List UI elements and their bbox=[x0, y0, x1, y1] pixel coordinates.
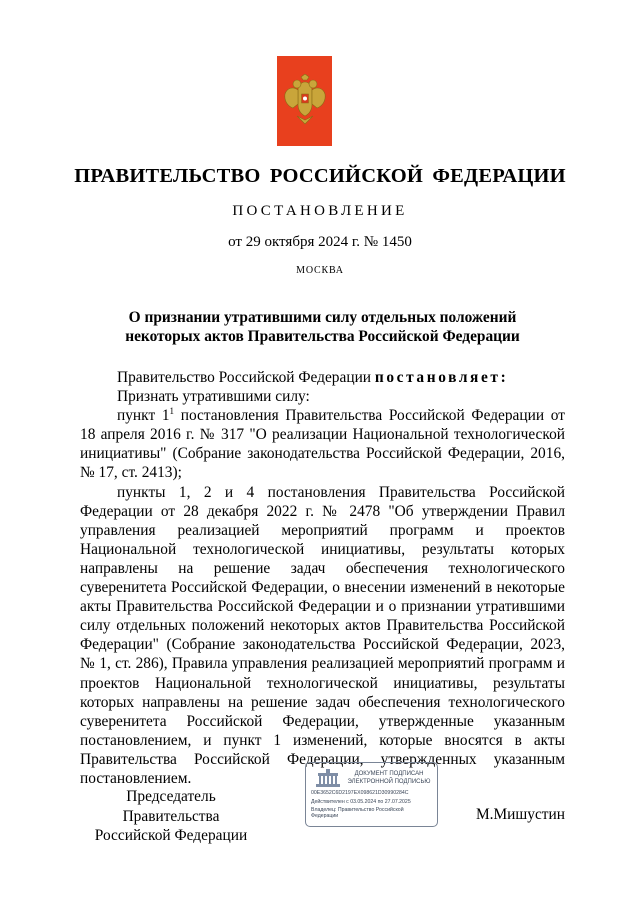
decree-item-1-text: постановления Правительства Российской Федерации от 18 апреля 2016 г. № 317 "О реализации Национальной технологической инициативы" (Собрание законодательства Российской Федерации, 2016, № 17, ст. 2413); bbox=[80, 407, 565, 482]
signer-name: М.Мишустин bbox=[475, 806, 565, 823]
decree-verb: постановляет: bbox=[374, 369, 509, 386]
double-headed-eagle-icon bbox=[283, 74, 327, 128]
document-city: МОСКВА bbox=[296, 265, 344, 276]
stamp-certificate: 00E3652C6D2197EX098621D30990284C bbox=[311, 790, 409, 796]
decree-item-1 bbox=[80, 406, 565, 482]
stamp-heading-line-2: ЭЛЕКТРОННОЙ ПОДПИСЬЮ bbox=[347, 778, 431, 785]
stamp-heading bbox=[342, 771, 436, 786]
coat-of-arms-emblem bbox=[277, 56, 332, 146]
subject-line-1: О признании утратившими силу отдельных положений bbox=[128, 309, 517, 326]
signer-title bbox=[76, 787, 266, 846]
stamp-heading-line-1: ДОКУМЕНТ ПОДПИСАН bbox=[354, 771, 424, 777]
electronic-signature-stamp bbox=[305, 762, 438, 827]
document-subject bbox=[80, 308, 565, 346]
stamp-owner-line-2: Федерации bbox=[311, 813, 339, 819]
signer-title-line-1: Председатель Правительства bbox=[122, 788, 220, 825]
government-building-icon bbox=[315, 769, 341, 787]
subject-line-2: некоторых актов Правительства Российской Федерации bbox=[125, 328, 520, 345]
signer-title-line-2: Российской Федерации bbox=[94, 827, 248, 844]
stamp-validity: Действителен с 03.05.2024 по 27.07.2025 bbox=[311, 799, 411, 805]
document-type: ПОСТАНОВЛЕНИЕ bbox=[232, 203, 408, 219]
decree-intro bbox=[80, 368, 565, 387]
document-date-number: от 29 октября 2024 г. № 1450 bbox=[228, 234, 412, 250]
decree-item-1-start: пункт 1 bbox=[117, 407, 170, 425]
decree-clause-heading: Признать утратившими силу: bbox=[117, 388, 310, 406]
decree-intro-text: Правительство Российской Федерации bbox=[117, 369, 375, 386]
government-title: ПРАВИТЕЛЬСТВО РОССИЙСКОЙ ФЕДЕРАЦИИ bbox=[74, 165, 566, 187]
document-body bbox=[80, 368, 565, 788]
decree-item-2: пункты 1, 2 и 4 постановления Правительства Российской Федерации от 28 декабря 2022 г. № 2478 "Об утверждении Правил управления реализацией мероприятий программ и проектов Национальной технологической инициативы, результаты которых направлены на решение задач обеспечения технологического суверенитета Российской Федерации, о внесении изменений в некоторые акты Правительства Российской Федерации и о признании утратившими силу отдельных положений некоторых актов Правительства Российской Федерации" (Собрание законодательства Российской Федерации, 2023, № 1, ст. 286), Правила управления реализацией мероприятий программ и проектов Национальной технологической инициативы, результаты которых направлены на решение задач обеспечения технологического суверенитета Российской Федерации, утвержденные указанным постановлением, и пункт 1 изменений, которые вносятся в акты Правительства Российской Федерации, утвержденных указанным постановлением. bbox=[80, 483, 565, 787]
stamp-owner-line-1: Владелец: Правительство Российской bbox=[311, 807, 404, 813]
footnote-marker: 1 bbox=[169, 406, 175, 417]
